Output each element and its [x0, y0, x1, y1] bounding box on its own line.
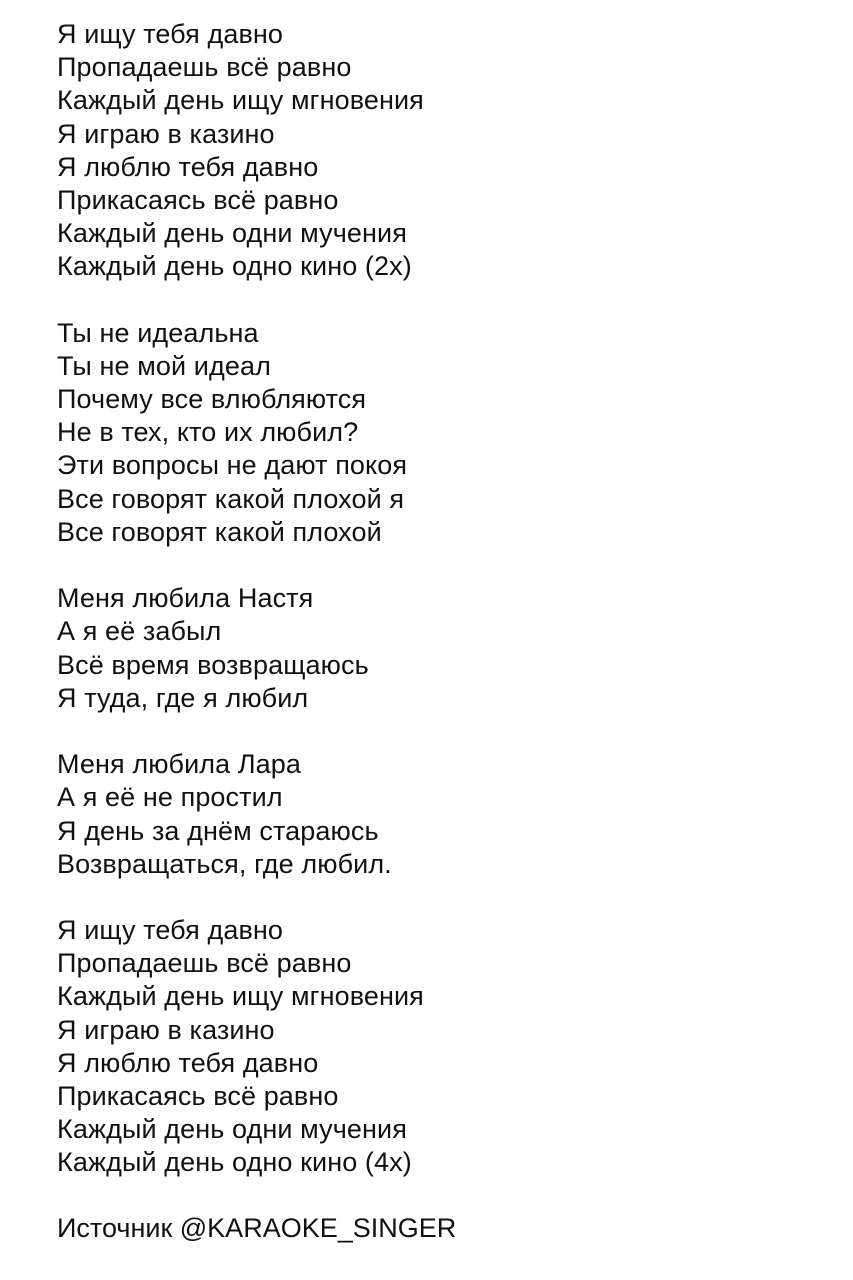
lyric-line: Каждый день одни мучения: [57, 1114, 407, 1145]
lyric-line: Эти вопросы не дают покоя: [57, 450, 408, 481]
lyric-line: Каждый день ищу мгновения: [57, 981, 424, 1012]
stanza-3: [57, 582, 817, 715]
lyric-line: Прикасаясь всё равно: [57, 1081, 339, 1111]
lyric-line: Я люблю тебя давно: [57, 151, 319, 182]
lyric-line: Каждый день одни мучения: [57, 218, 407, 249]
lyric-line: Возвращаться, где любил.: [57, 848, 392, 879]
lyric-line: Каждый день одно кино (2х): [57, 251, 412, 282]
lyric-line: Всё время возвращаюсь: [57, 649, 369, 680]
lyric-line: Я играю в казино: [57, 1014, 275, 1045]
stanza-1: [57, 18, 817, 284]
lyric-line: Ты не мой идеал: [57, 350, 271, 381]
stanza-5: [57, 914, 817, 1180]
lyric-line: Я ищу тебя давно: [57, 915, 284, 946]
lyric-line: Каждый день ищу мгновения: [57, 85, 424, 116]
lyric-line: Я ищу тебя давно: [57, 19, 284, 49]
stanza-4: [57, 748, 817, 881]
lyric-line: А я её не простил: [57, 782, 283, 813]
lyric-line: Пропадаешь всё равно: [57, 948, 352, 979]
lyric-line: Все говорят какой плохой: [57, 516, 382, 547]
lyric-line: Ты не идеальна: [57, 317, 259, 348]
lyric-line: Я день за днём стараюсь: [57, 815, 379, 846]
lyric-line: А я её забыл: [57, 616, 222, 647]
lyric-line: Меня любила Лара: [57, 749, 302, 780]
lyric-line: Каждый день одно кино (4х): [57, 1147, 412, 1178]
source-credit: Источник @KARAOKE_SINGER: [57, 1213, 457, 1243]
lyric-line: Я играю в казино: [57, 118, 275, 149]
lyric-line: Пропадаешь всё равно: [57, 52, 352, 83]
lyric-line: Почему все влюбляются: [57, 384, 367, 415]
lyric-line: Я туда, где я любил: [57, 682, 309, 713]
lyric-line: Не в тех, кто их любил?: [57, 417, 359, 448]
stanza-2: [57, 317, 817, 549]
lyric-line: Прикасаясь всё равно: [57, 184, 339, 215]
lyric-line: Все говорят какой плохой я: [57, 483, 405, 514]
lyric-line: Я люблю тебя давно: [57, 1047, 319, 1078]
lyrics-text: [57, 18, 817, 1213]
lyric-line: Меня любила Настя: [57, 583, 314, 614]
